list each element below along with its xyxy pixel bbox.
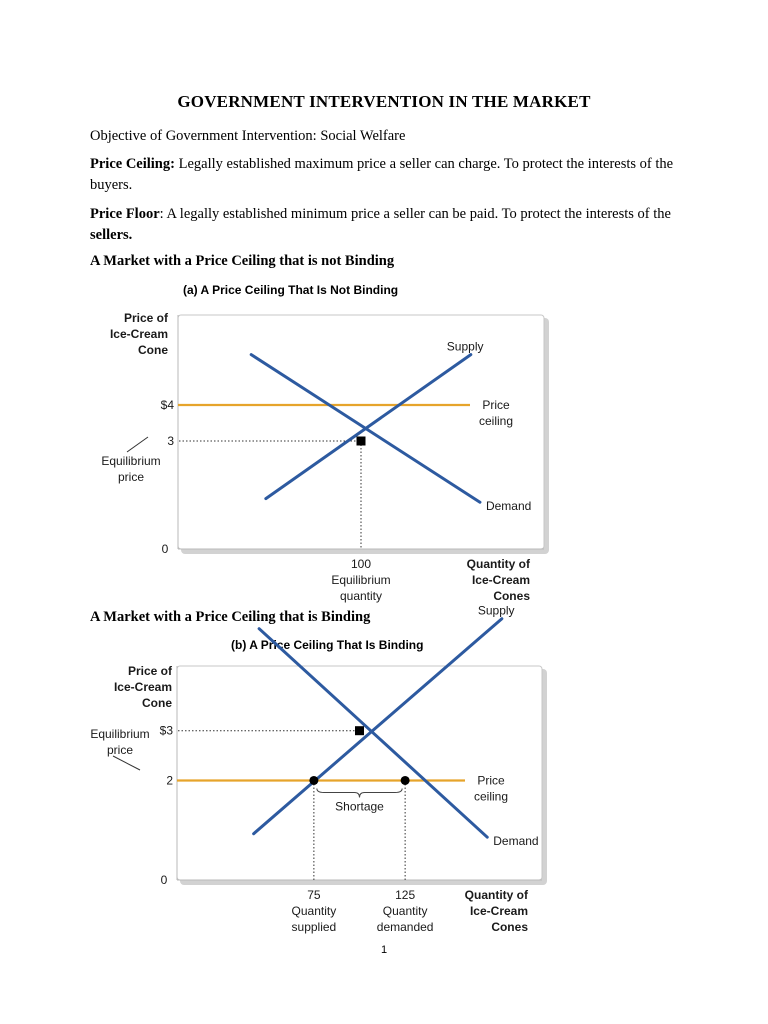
- price-floor-emphasis: sellers.: [90, 227, 133, 243]
- quantity-annotation-1-line-2: supplied: [291, 920, 337, 934]
- y-axis-label-line-1: Price of: [127, 664, 172, 678]
- page-title: GOVERNMENT INTERVENTION IN THE MARKET: [177, 92, 591, 111]
- y-axis-label-line-2: Ice-Cream: [109, 327, 168, 341]
- price-ceiling-term: Price Ceiling:: [90, 156, 175, 172]
- equilibrium-price-pointer: [113, 756, 140, 770]
- price-ceiling-label-line-2: ceiling: [473, 789, 509, 804]
- supply-label: Supply: [477, 603, 515, 618]
- supply-label: Supply: [446, 339, 484, 354]
- x-axis-label-line-1: Quantity of: [464, 888, 528, 902]
- objective-line: Objective of Government Intervention: Social Welfare: [90, 128, 406, 144]
- price-floor-text: : A legally established minimum price a seller can be paid. To protect the interests of the: [159, 206, 671, 222]
- price-tick-1: $4: [160, 398, 174, 412]
- price-tick-2: 2: [166, 773, 173, 788]
- demand-label: Demand: [485, 499, 532, 514]
- equilibrium-price-label-line-1: Equilibrium: [101, 454, 161, 468]
- y-axis-label-line-1: Price of: [123, 311, 168, 325]
- shortage-point-1: [309, 776, 318, 785]
- equilibrium-price-label-line-1: Equilibrium: [90, 727, 150, 741]
- demand-label: Demand: [493, 834, 539, 849]
- y-axis-label-line-2: Ice-Cream: [113, 680, 172, 694]
- quantity-annotation-1-line-1: Quantity: [291, 904, 337, 918]
- quantity-annotation-2-line-1: Quantity: [382, 904, 428, 918]
- quantity-tick-1: 75: [307, 888, 321, 902]
- quantity-tick-2: 125: [395, 888, 416, 902]
- equilibrium-point: [355, 726, 364, 735]
- quantity-annotation-2-line-2: demanded: [376, 920, 434, 934]
- page-number: 1: [380, 944, 388, 956]
- price-ceiling-label-line-1: Price: [477, 773, 505, 788]
- equilibrium-price-label-line-2: price: [106, 743, 134, 757]
- price-ceiling-text: Legally established maximum price a seller can charge. To protect the interests of the buyers.: [90, 156, 674, 193]
- x-axis-label-line-2: Ice-Cream: [469, 904, 528, 918]
- price-tick-2: 3: [167, 434, 174, 448]
- origin-label: 0: [160, 873, 168, 887]
- y-axis-label-line-3: Cone: [138, 343, 168, 357]
- x-axis-label-line-3: Cones: [493, 589, 530, 603]
- shortage-label: Shortage: [335, 799, 384, 814]
- section-a-heading: A Market with a Price Ceiling that is not Binding: [90, 253, 395, 269]
- section-b-heading: A Market with a Price Ceiling that is Binding: [90, 609, 371, 625]
- price-tick-1: $3: [159, 723, 173, 738]
- quantity-tick-1: 100: [350, 557, 372, 571]
- figure-b-title: (b) A Price Ceiling That Is Binding: [231, 638, 424, 652]
- figure-a-title: (a) A Price Ceiling That Is Not Binding: [183, 283, 399, 297]
- equilibrium-price-label-line-2: price: [117, 470, 145, 484]
- equilibrium-quantity-label-line-2: quantity: [339, 589, 383, 603]
- price-floor-term: Price Floor: [90, 206, 160, 222]
- shortage-point-2: [401, 776, 410, 785]
- price-ceiling-label-line-1: Price: [482, 398, 510, 412]
- equilibrium-quantity-label-line-1: Equilibrium: [331, 573, 391, 587]
- y-axis-label-line-3: Cone: [142, 696, 172, 710]
- x-axis-label-line-3: Cones: [491, 920, 528, 934]
- x-axis-label-line-1: Quantity of: [466, 557, 530, 571]
- origin-label: 0: [161, 542, 169, 556]
- x-axis-label-line-2: Ice-Cream: [471, 573, 530, 587]
- price-ceiling-label-line-2: ceiling: [478, 414, 514, 428]
